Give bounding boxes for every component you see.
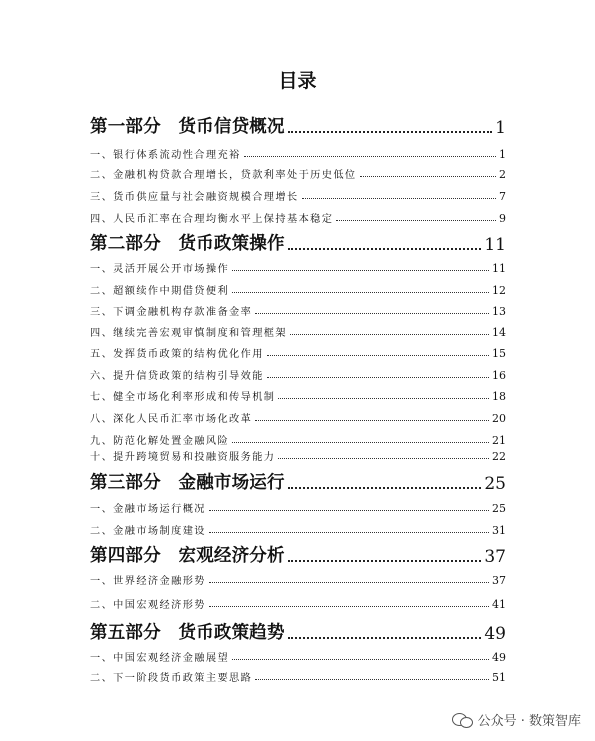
toc-entry-page: 9 xyxy=(499,212,506,225)
dot-leader xyxy=(302,198,496,199)
dot-leader xyxy=(209,582,489,583)
toc-entry-page: 15 xyxy=(492,347,506,360)
dot-leader xyxy=(288,637,482,639)
toc-entry-label: 第三部分 金融市场运行 xyxy=(90,469,285,494)
toc-entry-page: 22 xyxy=(492,450,506,463)
toc-sub-entry[interactable] xyxy=(90,594,506,611)
watermark-text: 公众号 · 数策智库 xyxy=(477,714,581,729)
toc-part-entry[interactable] xyxy=(90,541,506,567)
dot-leader xyxy=(244,156,496,157)
dot-leader xyxy=(209,606,489,607)
dot-leader xyxy=(232,442,489,443)
toc-entry-page: 1 xyxy=(499,148,506,161)
toc-sub-entry[interactable] xyxy=(90,280,506,297)
dot-leader xyxy=(278,458,489,459)
toc-entry-page: 49 xyxy=(484,624,506,644)
dot-leader xyxy=(290,334,489,335)
toc-sub-entry[interactable] xyxy=(90,430,506,447)
toc-entry-page: 25 xyxy=(492,502,506,515)
toc-entry-label: 一、世界经济金融形势 xyxy=(90,572,206,587)
toc-entry-page: 31 xyxy=(492,524,506,537)
dot-leader xyxy=(267,377,489,378)
dot-leader xyxy=(360,176,496,177)
toc-entry-label: 第二部分 货币政策操作 xyxy=(90,230,285,255)
dot-leader xyxy=(267,355,489,356)
toc-entry-label: 二、金融机构贷款合理增长，贷款利率处于历史低位 xyxy=(90,166,357,181)
toc-entry-page: 51 xyxy=(492,671,506,684)
toc-sub-entry[interactable] xyxy=(90,322,506,339)
toc-sub-entry[interactable] xyxy=(90,258,506,275)
dot-leader xyxy=(255,313,489,314)
toc-entry-label: 一、银行体系流动性合理充裕 xyxy=(90,146,241,161)
toc-entry-label: 一、中国宏观经济金融展望 xyxy=(90,649,229,664)
dot-leader xyxy=(255,420,489,421)
toc-entry-page: 25 xyxy=(484,474,506,494)
toc-sub-entry[interactable] xyxy=(90,365,506,382)
toc-sub-entry[interactable] xyxy=(90,446,506,463)
toc-entry-label: 二、中国宏观经济形势 xyxy=(90,596,206,611)
toc-sub-entry[interactable] xyxy=(90,208,506,225)
toc-entry-page: 13 xyxy=(492,305,506,318)
toc-entry-page: 12 xyxy=(492,284,506,297)
toc-part-entry[interactable] xyxy=(90,618,506,644)
toc-entry-label: 一、金融市场运行概况 xyxy=(90,500,206,515)
toc-entry-label: 五、发挥货币政策的结构优化作用 xyxy=(90,345,264,360)
dot-leader xyxy=(232,270,489,271)
toc-entry-label: 十、提升跨境贸易和投融资服务能力 xyxy=(90,448,275,463)
toc-entry-label: 四、继续完善宏观审慎制度和管理框架 xyxy=(90,324,287,339)
toc-entry-page: 14 xyxy=(492,326,506,339)
toc-entry-page: 37 xyxy=(492,574,506,587)
toc-entry-label: 第四部分 宏观经济分析 xyxy=(90,542,285,567)
toc-entry-label: 二、超额续作中期借贷便利 xyxy=(90,282,229,297)
toc-entry-page: 11 xyxy=(492,262,506,275)
toc-entry-label: 第一部分 货币信贷概况 xyxy=(90,113,285,138)
toc-entry-label: 三、下调金融机构存款准备金率 xyxy=(90,303,252,318)
dot-leader xyxy=(255,679,489,680)
dot-leader xyxy=(288,131,492,133)
toc-entry-label: 第五部分 货币政策趋势 xyxy=(90,619,285,644)
toc-sub-entry[interactable] xyxy=(90,343,506,360)
toc-sub-entry[interactable] xyxy=(90,386,506,403)
toc-part-entry[interactable] xyxy=(90,468,506,494)
toc-sub-entry[interactable] xyxy=(90,144,506,161)
toc-sub-entry[interactable] xyxy=(90,301,506,318)
toc-entry-page: 18 xyxy=(492,390,506,403)
wechat-icon xyxy=(452,712,472,728)
toc-entry-label: 二、下一阶段货币政策主要思路 xyxy=(90,669,252,684)
dot-leader xyxy=(288,487,482,489)
toc-entry-label: 六、提升信贷政策的结构引导效能 xyxy=(90,367,264,382)
dot-leader xyxy=(232,292,489,293)
toc-sub-entry[interactable] xyxy=(90,570,506,587)
toc-entry-page: 7 xyxy=(499,190,506,203)
toc-entry-label: 四、人民币汇率在合理均衡水平上保持基本稳定 xyxy=(90,210,333,225)
toc-entry-label: 三、货币供应量与社会融资规模合理增长 xyxy=(90,188,299,203)
toc-sub-entry[interactable] xyxy=(90,186,506,203)
dot-leader xyxy=(278,398,489,399)
toc-sub-entry[interactable] xyxy=(90,164,506,181)
toc-sub-entry[interactable] xyxy=(90,647,506,664)
toc-sub-entry[interactable] xyxy=(90,520,506,537)
toc-entry-page: 16 xyxy=(492,369,506,382)
dot-leader xyxy=(232,659,489,660)
toc-entry-page: 2 xyxy=(499,168,506,181)
toc-entry-label: 二、金融市场制度建设 xyxy=(90,522,206,537)
dot-leader xyxy=(209,532,489,533)
toc-entry-page: 49 xyxy=(492,651,506,664)
dot-leader xyxy=(288,560,482,562)
toc-sub-entry[interactable] xyxy=(90,667,506,684)
toc-entry-label: 七、健全市场化利率形成和传导机制 xyxy=(90,388,275,403)
toc-part-entry[interactable] xyxy=(90,112,506,138)
toc-entry-page: 21 xyxy=(492,434,506,447)
toc-entry-page: 20 xyxy=(492,412,506,425)
dot-leader xyxy=(336,220,496,221)
toc-entry-page: 37 xyxy=(484,547,506,567)
toc-part-entry[interactable] xyxy=(90,229,506,255)
toc-entry-page: 41 xyxy=(492,598,506,611)
dot-leader xyxy=(288,248,482,250)
toc-entry-page: 1 xyxy=(495,118,506,138)
page-title: 目录 xyxy=(278,70,317,92)
toc-entry-label: 九、防范化解处置金融风险 xyxy=(90,432,229,447)
watermark xyxy=(452,710,581,729)
toc-entry-label: 八、深化人民币汇率市场化改革 xyxy=(90,410,252,425)
toc-sub-entry[interactable] xyxy=(90,498,506,515)
toc-entry-page: 11 xyxy=(484,235,506,255)
toc-entry-label: 一、灵活开展公开市场操作 xyxy=(90,260,229,275)
toc-sub-entry[interactable] xyxy=(90,408,506,425)
dot-leader xyxy=(209,510,489,511)
